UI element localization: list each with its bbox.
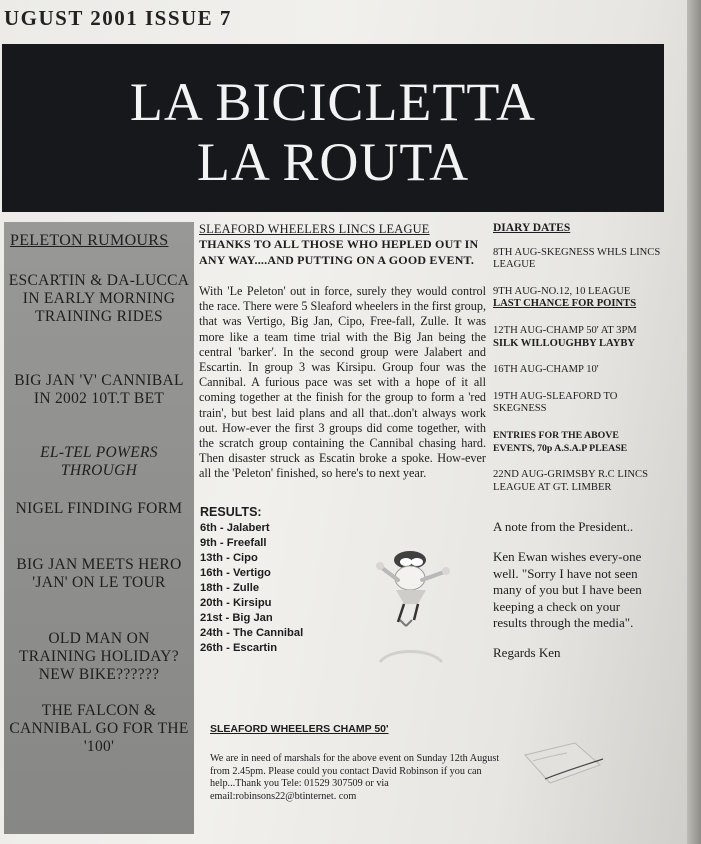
- result-item: 16th - Vertigo: [200, 567, 271, 579]
- diary-entry: 8TH AUG-SKEGNESS WHLS LINCS LEAGUE: [493, 246, 661, 271]
- league-article: [199, 222, 486, 482]
- masthead: [2, 44, 664, 212]
- league-heading: SLEAFORD WHEELERS LINCS LEAGUE: [199, 222, 430, 236]
- result-item: 24th - The Cannibal: [200, 627, 304, 639]
- diary-dates: [493, 222, 661, 508]
- diary-entry-highlight: LAST CHANCE FOR POINTS: [493, 298, 637, 310]
- result-item: 6th - Jalabert: [200, 522, 270, 534]
- results-title: RESULTS:: [200, 505, 262, 519]
- rumour-item: BIG JAN 'V' CANNIBAL IN 2002 10T.T BET: [14, 372, 184, 407]
- diary-entry: [493, 286, 661, 311]
- president-note-heading: A note from the President..: [493, 519, 634, 534]
- result-item: 20th - Kirsipu: [200, 597, 272, 609]
- result-item: 18th - Zulle: [200, 582, 260, 594]
- champ-notice: [210, 723, 500, 803]
- diary-entry: ENTRIES FOR THE ABOVE EVENTS, 70p A.S.A.P PLEASE: [493, 429, 628, 454]
- diary-entry-line: SILK WILLOUGHBY LAYBY: [493, 337, 636, 349]
- masthead-title-line1: LA BICICLETTA: [129, 72, 537, 132]
- rumours-sidebar: [4, 222, 194, 834]
- masthead-title-line2: LA ROUTA: [196, 132, 470, 192]
- champ-title: SLEAFORD WHEELERS CHAMP 50': [210, 723, 389, 735]
- rumour-item: BIG JAN MEETS HERO 'JAN' ON LE TOUR: [16, 556, 182, 591]
- rumour-item: OLD MAN ON TRAINING HOLIDAY? NEW BIKE??????: [19, 630, 179, 683]
- president-note: [493, 519, 653, 676]
- diary-title: DIARY DATES: [493, 222, 571, 234]
- diary-entry: [493, 325, 661, 350]
- envelope-sketch: [515, 735, 610, 795]
- rumour-item: NIGEL FINDING FORM: [15, 500, 183, 517]
- rumour-item: THE FALCON & CANNIBAL GO FOR THE '100': [9, 702, 189, 755]
- result-item: 13th - Cipo: [200, 552, 258, 564]
- president-regards: Regards Ken: [493, 645, 561, 661]
- result-item: 21st - Big Jan: [200, 612, 273, 624]
- diary-entry: 22ND AUG-GRIMSBY R.C LINCS LEAGUE AT GT. LIMBER: [493, 469, 649, 493]
- champ-body: We are in need of marshals for the above event on Sunday 12th August from 2.45pm. Please could you contact David Robinson if you can help...Thank you Tele: 01529 307509 or via email:robinsons22@btinternet. com: [210, 753, 500, 802]
- rumours-title: PELETON RUMOURS: [10, 232, 169, 249]
- league-article-body: With 'Le Peleton' out in force, surely they would control the race. There were 5 Sleaford wheelers in the first group, that was Vertigo, Big Jan, Cipo, Free-fall, Zulle. It was more like a team time trial with the Big Jan being the central 'barker'. In the second group were Jalabert and Escartin. In group 3 was Kirsipu. Group four was the Cannibal. A furious pace was set with a hope of it all coming together at the finish for the group to form a 'red train', but best laid plans and all that..don't always work out. How-ever the first 3 groups did come together, with the scratch group containing the Cannibal chasing hard. Then disaster struck as Escatin broke a spoke. How-ever all the 'Peleton' finished, so here's to next year.: [199, 283, 486, 481]
- paper-edge-shadow: [687, 0, 701, 844]
- cyclist-illustration: [360, 540, 460, 670]
- president-message: Ken Ewan wishes every-one well. "Sorry I have not seen many of you but I have been keeping a check on your results through the media".: [493, 549, 642, 631]
- rumour-item: ESCARTIN & DA-LUCCA IN EARLY MORNING TRAINING RIDES: [8, 272, 190, 325]
- result-item: 9th - Freefall: [200, 537, 267, 549]
- diary-entry: 19TH AUG-SLEAFORD TO SKEGNESS: [493, 390, 618, 415]
- diary-entry-line: 12TH AUG-CHAMP 50' AT 3PM: [493, 324, 637, 336]
- results-list: [200, 505, 360, 656]
- league-subheading: THANKS TO ALL THOSE WHO HEPLED OUT IN ANY WAY....AND PUTTING ON A GOOD EVENT.: [199, 237, 479, 267]
- rumour-item: EL-TEL POWERS THROUGH: [40, 444, 158, 479]
- result-item: 26th - Escartin: [200, 642, 278, 654]
- diary-entry: 16TH AUG-CHAMP 10': [493, 364, 599, 376]
- diary-entry-line: 9TH AUG-NO.12, 10 LEAGUE: [493, 285, 631, 297]
- issue-line: UGUST 2001 ISSUE 7: [4, 6, 232, 30]
